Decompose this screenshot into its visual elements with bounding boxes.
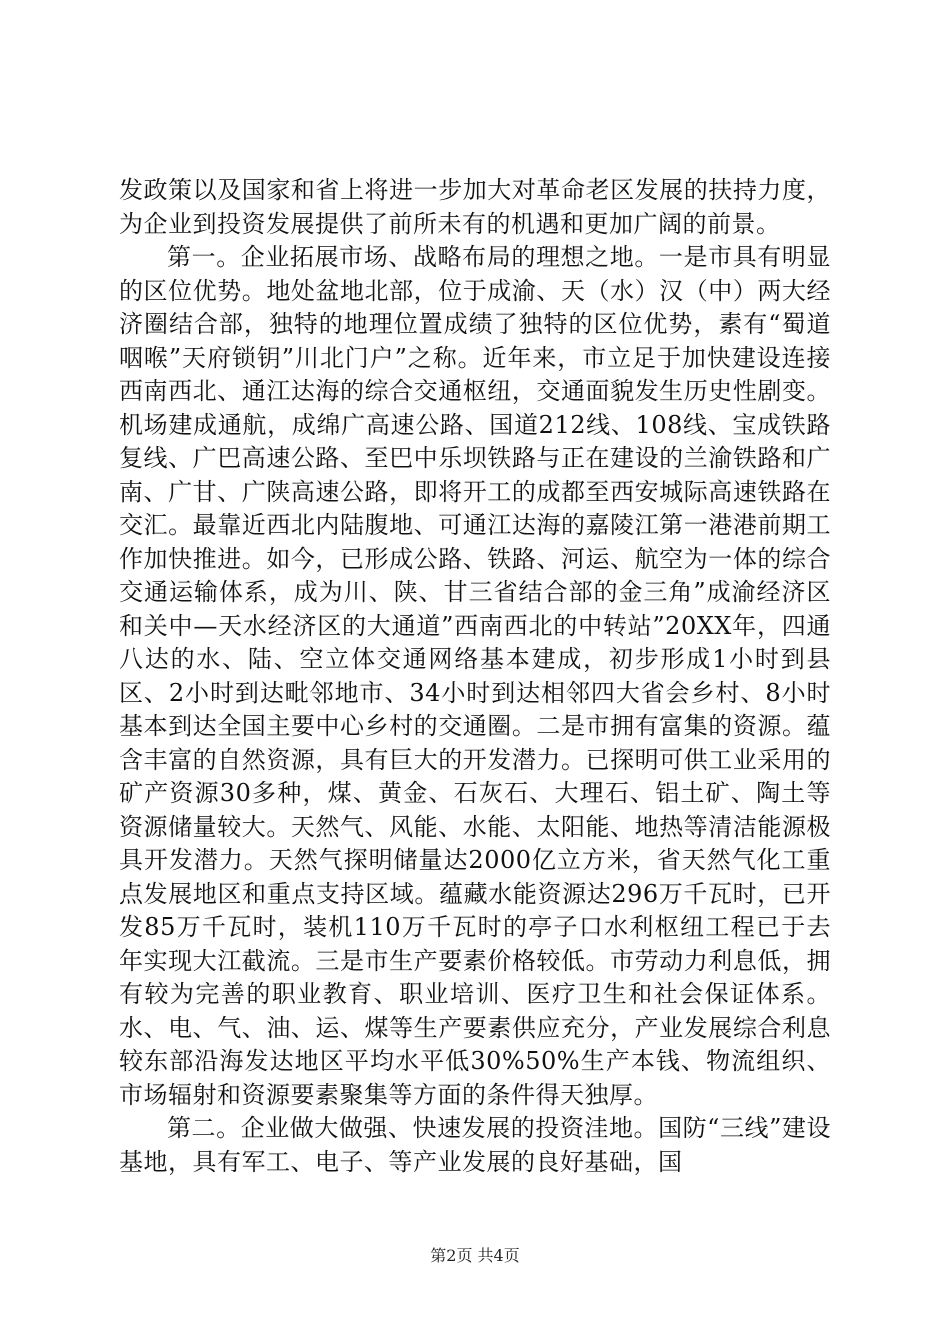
document-body	[119, 174, 831, 1179]
page-footer	[0, 1243, 950, 1266]
paragraph-continuation: 发政策以及国家和省上将进一步加大对革命老区发展的扶持力度，为企业到投资发展提供了前所未有的机遇和更加广阔的前景。	[119, 176, 831, 238]
page-number-label: 第2页 共4页	[430, 1246, 520, 1265]
paragraph-section-two: 第二。企业做大做强、快速发展的投资洼地。国防“三线”建设基地，具有军工、电子、等产业发展的良好基础，国	[119, 1114, 831, 1176]
paragraph-section-one: 第一。企业拓展市场、战略布局的理想之地。一是市具有明显的区位优势。地处盆地北部，位于成渝、天（水）汉（中）两大经济圈结合部，独特的地理位置成绩了独特的区位优势，素有“蜀道咽喉”天府锁钥”川北门户”之称。近年来，市立足于加快建设连接西南西北、通江达海的综合交通枢纽，交通面貌发生历史性剧变。机场建成通航，成绵广高速公路、国道212线、108线、宝成铁路复线、广巴高速公路、至巴中乐坝铁路与正在建设的兰渝铁路和广南、广甘、广陕高速公路，即将开工的成都至西安城际高速铁路在交汇。最靠近西北内陆腹地、可通江达海的嘉陵江第一港港前期工作加快推进。如今，已形成公路、铁路、河运、航空为一体的综合交通运输体系，成为川、陕、甘三省结合部的金三角”成渝经济区和关中—天水经济区的大通道”西南西北的中转站”20XX年，四通八达的水、陆、空立体交通网络基本建成，初步形成1小时到县区、2小时到达毗邻地市、34小时到达相邻四大省会乡村、8小时基本到达全国主要中心乡村的交通圈。二是市拥有富集的资源。蕴含丰富的自然资源，具有巨大的开发潜力。已探明可供工业采用的矿产资源30多种，煤、黄金、石灰石、大理石、铝土矿、陶土等资源储量较大。天然气、风能、水能、太阳能、地热等清洁能源极具开发潜力。天然气探明储量达2000亿立方米，省天然气化工重点发展地区和重点支持区域。蕴藏水能资源达296万千瓦时，已开发85万千瓦时，装机110万千瓦时的亭子口水利枢纽工程已于去年实现大江截流。三是市生产要素价格较低。市劳动力利息低，拥有较为完善的职业教育、职业培训、医疗卫生和社会保证体系。水、电、气、油、运、煤等生产要素供应充分，产业发展综合利息较东部沿海发达地区平均水平低30%50%生产本钱、物流组织、市场辐射和资源要素聚集等方面的条件得天独厚。	[119, 243, 831, 1109]
